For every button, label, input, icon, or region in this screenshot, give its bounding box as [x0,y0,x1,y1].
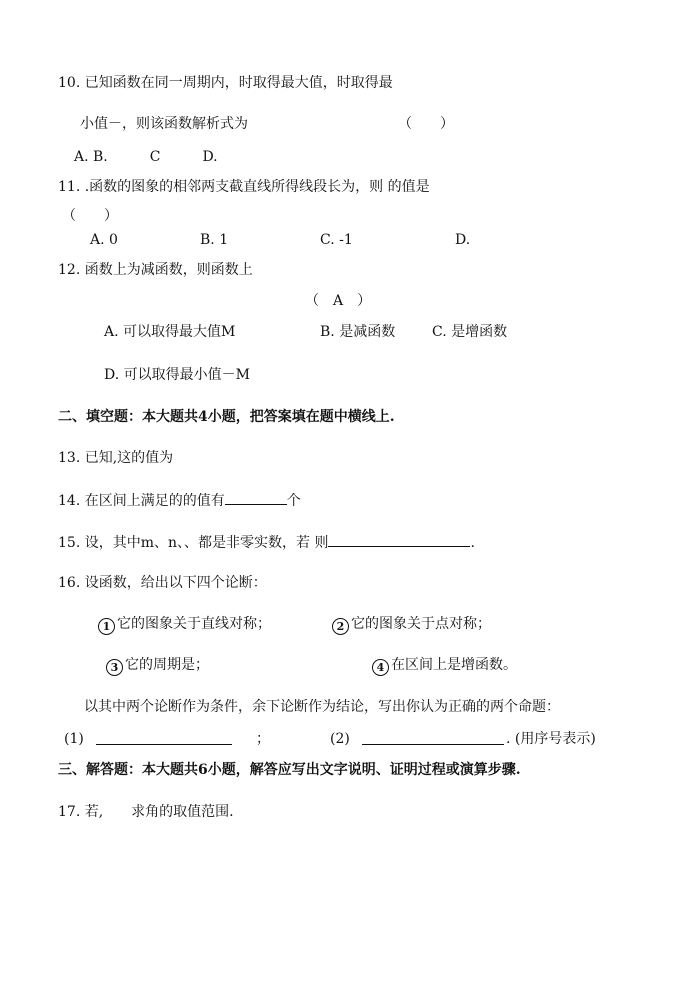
q14-answer-blank[interactable] [225,490,287,505]
q11-option-d: D. [455,232,471,248]
q12-option-d: D. 可以取得最小值－M [104,367,250,383]
q10-paren: （ ） [398,116,454,132]
q16-separator: ； [256,731,270,747]
section-2-heading: 二、填空题：本大题共4小题，把答案填在题中横线上. [58,409,395,425]
q16-instruction: 以其中两个论断作为条件，余下论断作为结论，写出你认为正确的两个命题： [84,699,560,715]
q11-option-b: B. 1 [200,232,229,248]
q16-intro: 16. 设函数，给出以下四个论断： [58,575,267,591]
q12-option-a: A. 可以取得最大值M [104,324,236,340]
q10-line1: 10. 已知函数在同一周期内，时取得最大值，时取得最 [58,75,393,91]
q16-slot-2-label: (2) [330,731,350,747]
q16-statement-1 [98,615,271,635]
q15-tail: . [470,535,475,551]
q16-slot-1-label: (1) [64,731,84,747]
q17: 17. 若, 求角的取值范围. [58,804,234,820]
q15-text: 15. 设，其中m、n、、都是非零实数，若 则 [58,535,329,551]
q12-line1: 12. 函数上为减函数，则函数上 [58,262,253,278]
q16-statement-4-text: 在区间上是增函数。 [391,657,517,673]
circled-number-1: 1 [98,618,115,635]
q10-options: A. B. C D. [74,149,218,165]
q11-option-c: C. -1 [320,232,353,248]
q12-option-b: B. 是减函数 [320,324,396,340]
q11-paren: （ ） [62,208,118,224]
q16-statement-2 [332,615,491,635]
q12-answer: （ A ） [305,293,372,309]
circled-number-2: 2 [332,618,349,635]
q16-statement-3-text: 它的周期是； [125,657,209,673]
q15 [58,532,475,552]
q16-answer-blank-1[interactable] [96,730,232,745]
q14 [58,490,301,510]
q16-tail: . (用序号表示) [506,731,596,747]
q15-answer-blank[interactable] [328,532,470,547]
q16-answer-blank-2[interactable] [362,730,504,745]
q12-option-c: C. 是增函数 [432,324,508,340]
q14-text: 14. 在区间上满足的的值有 [58,493,225,509]
q16-statement-1-text: 它的图象关于直线对称； [117,616,271,632]
circled-number-4: 4 [372,659,389,676]
q11-line1: 11. .函数的图象的相邻两支截直线所得线段长为，则 的值是 [58,179,430,195]
q13: 13. 已知,这的值为 [58,450,174,466]
q11-option-a: A. 0 [90,232,118,248]
section-3-heading: 三、解答题：本大题共6小题，解答应写出文字说明、证明过程或演算步骤. [58,762,521,778]
q10-line2: 小值－，则该函数解析式为 [80,116,248,132]
circled-number-3: 3 [106,659,123,676]
q16-statement-2-text: 它的图象关于点对称； [351,616,491,632]
q16-statement-3 [106,656,209,676]
q16-statement-4 [372,656,517,676]
q14-tail: 个 [286,493,301,509]
